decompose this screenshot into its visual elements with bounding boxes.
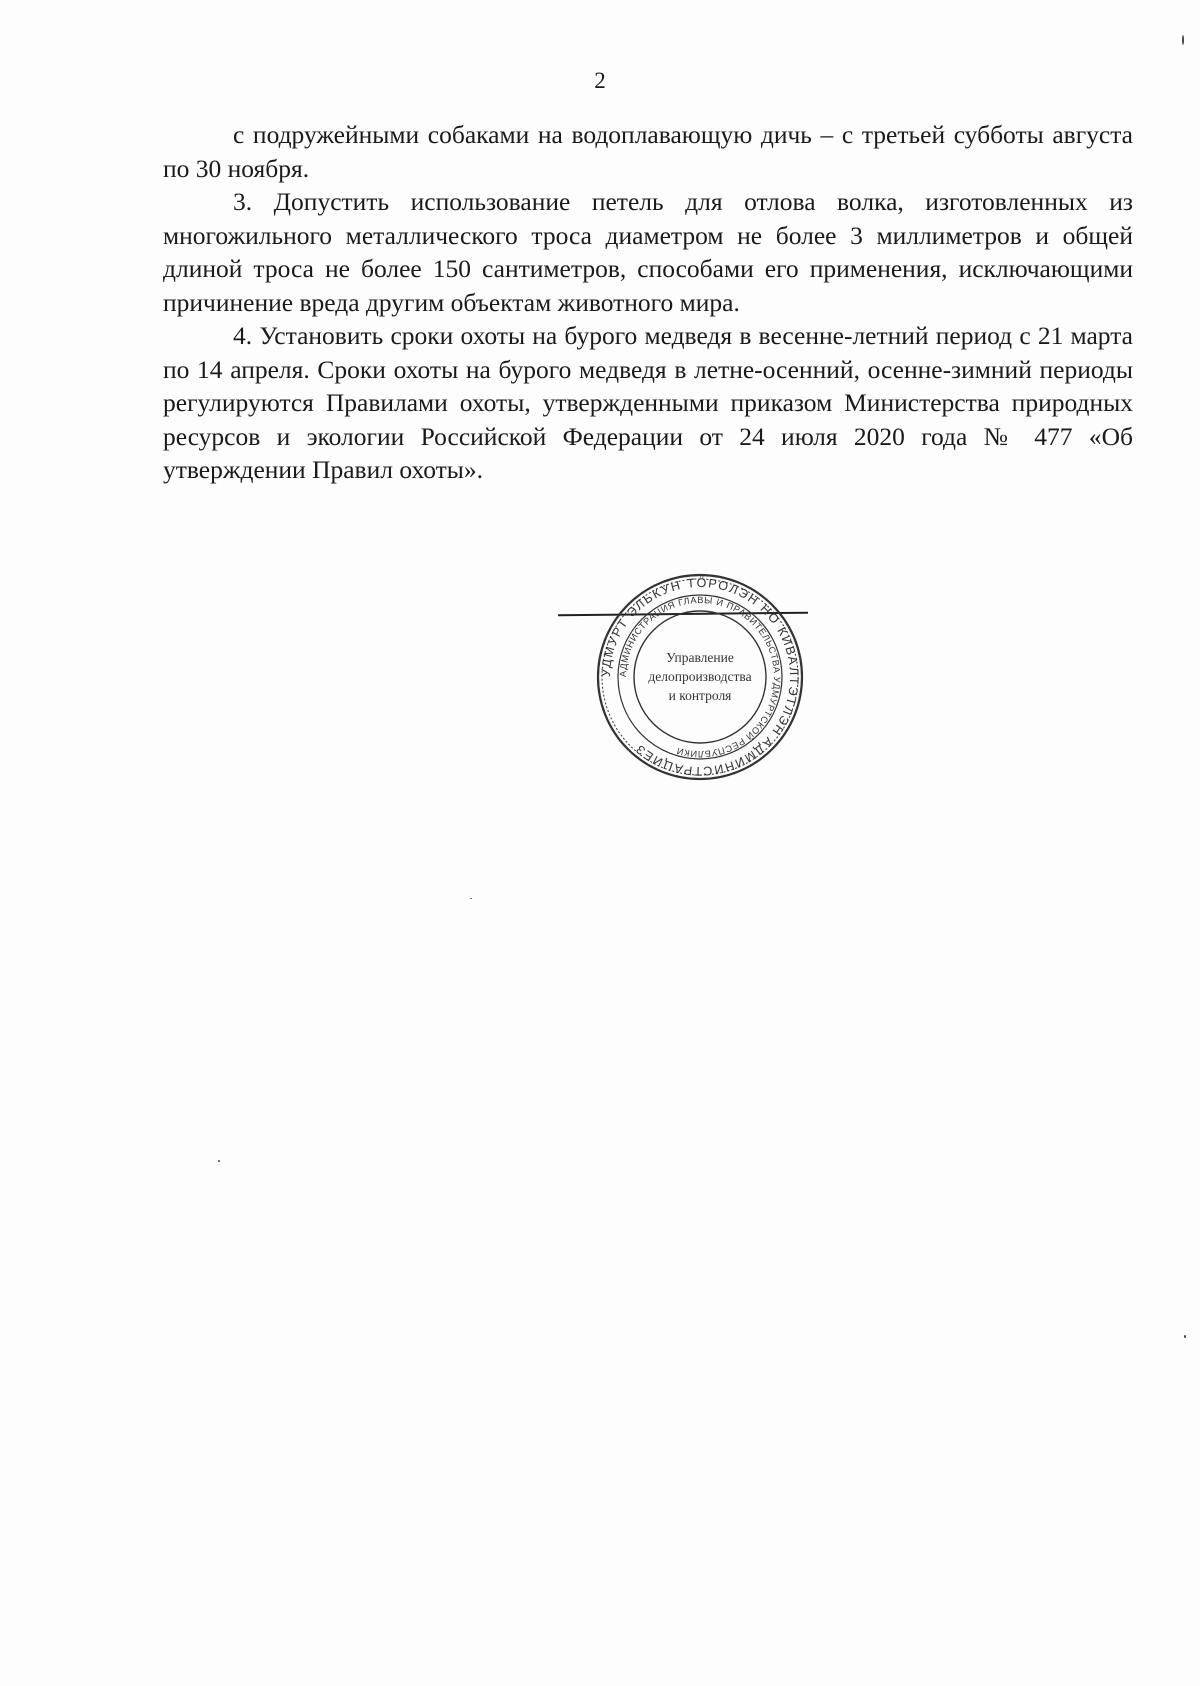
scan-speck: [1184, 1335, 1186, 1338]
scan-speck: [218, 1160, 220, 1162]
seal-center-line-1: Управление: [666, 650, 734, 665]
document-body: [163, 118, 1133, 487]
paragraph-item-4: 4. Установить сроки охоты на бурого медведя в весенне-летний период с 21 марта по 14 апреля. Сроки охоты на бурого медведя в летне-осенний, осенне-зимний периоды регулируются Правилами охоты, утвержденными приказом Министерства природных ресурсов и экологии Российской Федерации от 24 июля 2020 года № 477 «Об утверждении Правил охоты».: [163, 321, 1133, 484]
page-number: 2: [594, 68, 606, 93]
scan-speck: [1182, 35, 1184, 45]
paragraph-continuation: с подружейными собаками на водоплавающую дичь – с третьей субботы августа по 30 ноября.: [163, 120, 1133, 183]
seal-center-text: [635, 648, 765, 705]
seal-center-line-2: делопроизводства: [648, 669, 752, 684]
scan-speck: [470, 898, 472, 899]
seal-outer-text: УДМУРТ ЭЛЬКУН ТÖРОЛЭН НО КИВАЛТЭТЛЭН АДМИНИСТРАЦИЕЗ: [598, 575, 802, 779]
paragraph-item-3: 3. Допустить использование петель для отлова волка, изготовленных из многожильного металлического троса диаметром не более 3 миллиметров и общей длиной троса не более 150 сантиметров, способами его применения, исключающими причинение вреда другим объектам животного мира.: [163, 187, 1133, 317]
seal-center-line-3: и контроля: [668, 688, 732, 703]
official-seal: [595, 572, 805, 782]
seal-inner-text: АДМИНИСТРАЦИЯ ГЛАВЫ И ПРАВИТЕЛЬСТВА УДМУРТСКОЙ РЕСПУБЛИКИ: [617, 594, 783, 760]
